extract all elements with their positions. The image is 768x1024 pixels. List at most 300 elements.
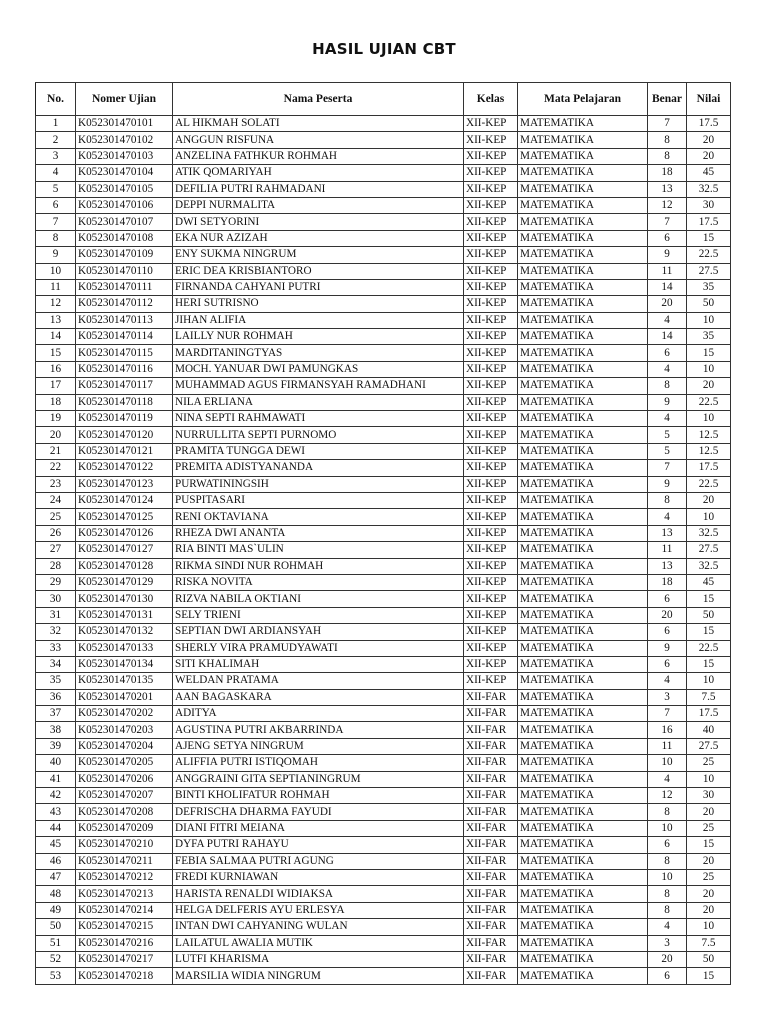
cell-nomer-ujian: K052301470209: [76, 820, 173, 836]
table-row: [36, 427, 731, 443]
table-row: [36, 869, 731, 885]
cell-no: 41: [36, 771, 76, 787]
cell-benar: 7: [648, 214, 687, 230]
table-row: [36, 968, 731, 984]
cell-no: 10: [36, 263, 76, 279]
cell-mata-pelajaran: MATEMATIKA: [518, 427, 648, 443]
cell-nilai: 20: [687, 492, 731, 508]
cell-nomer-ujian: K052301470116: [76, 361, 173, 377]
cell-kelas: XII-FAR: [464, 804, 518, 820]
cell-benar: 5: [648, 427, 687, 443]
cell-nomer-ujian: K052301470202: [76, 706, 173, 722]
cell-nilai: 50: [687, 296, 731, 312]
cell-kelas: XII-FAR: [464, 902, 518, 918]
cell-no: 43: [36, 804, 76, 820]
cell-nama-peserta: MOCH. YANUAR DWI PAMUNGKAS: [173, 361, 464, 377]
cell-nama-peserta: RENI OKTAVIANA: [173, 509, 464, 525]
cell-nilai: 32.5: [687, 558, 731, 574]
cell-nilai: 25: [687, 755, 731, 771]
cell-mata-pelajaran: MATEMATIKA: [518, 443, 648, 459]
header-no: No.: [36, 83, 76, 116]
table-row: [36, 492, 731, 508]
cell-mata-pelajaran: MATEMATIKA: [518, 968, 648, 984]
cell-mata-pelajaran: MATEMATIKA: [518, 411, 648, 427]
cell-mata-pelajaran: MATEMATIKA: [518, 181, 648, 197]
cell-mata-pelajaran: MATEMATIKA: [518, 247, 648, 263]
table-row: [36, 197, 731, 213]
cell-nama-peserta: MARSILIA WIDIA NINGRUM: [173, 968, 464, 984]
cell-nomer-ujian: K052301470111: [76, 279, 173, 295]
cell-no: 5: [36, 181, 76, 197]
table-row: [36, 771, 731, 787]
cell-no: 6: [36, 197, 76, 213]
table-row: [36, 804, 731, 820]
cell-no: 31: [36, 607, 76, 623]
cell-no: 44: [36, 820, 76, 836]
table-row: [36, 279, 731, 295]
cell-nama-peserta: MARDITANINGTYAS: [173, 345, 464, 361]
table-row: [36, 394, 731, 410]
cell-nomer-ujian: K052301470124: [76, 492, 173, 508]
cell-mata-pelajaran: MATEMATIKA: [518, 837, 648, 853]
cell-benar: 7: [648, 706, 687, 722]
cell-nama-peserta: LAILLY NUR ROHMAH: [173, 329, 464, 345]
cell-nomer-ujian: K052301470123: [76, 476, 173, 492]
cell-no: 49: [36, 902, 76, 918]
table-row: [36, 853, 731, 869]
header-kelas: Kelas: [464, 83, 518, 116]
table-row: [36, 558, 731, 574]
cell-benar: 10: [648, 820, 687, 836]
cell-mata-pelajaran: MATEMATIKA: [518, 755, 648, 771]
cell-nilai: 10: [687, 411, 731, 427]
cell-benar: 20: [648, 951, 687, 967]
cell-nilai: 15: [687, 837, 731, 853]
cell-nilai: 17.5: [687, 706, 731, 722]
cell-nama-peserta: DEFRISCHA DHARMA FAYUDI: [173, 804, 464, 820]
cell-no: 1: [36, 116, 76, 132]
cell-kelas: XII-KEP: [464, 329, 518, 345]
table-row: [36, 738, 731, 754]
cell-benar: 12: [648, 197, 687, 213]
cell-nilai: 17.5: [687, 214, 731, 230]
table-row: [36, 345, 731, 361]
cell-nomer-ujian: K052301470120: [76, 427, 173, 443]
table-row: [36, 837, 731, 853]
table-row: [36, 509, 731, 525]
cell-nilai: 10: [687, 673, 731, 689]
cell-no: 23: [36, 476, 76, 492]
cell-benar: 5: [648, 443, 687, 459]
cell-kelas: XII-KEP: [464, 230, 518, 246]
cell-nomer-ujian: K052301470121: [76, 443, 173, 459]
cell-kelas: XII-KEP: [464, 443, 518, 459]
cell-nilai: 32.5: [687, 181, 731, 197]
table-row: [36, 378, 731, 394]
cell-benar: 10: [648, 869, 687, 885]
cell-nomer-ujian: K052301470118: [76, 394, 173, 410]
cell-benar: 18: [648, 574, 687, 590]
cell-kelas: XII-FAR: [464, 738, 518, 754]
table-row: [36, 820, 731, 836]
cell-benar: 18: [648, 165, 687, 181]
cell-nama-peserta: FIRNANDA CAHYANI PUTRI: [173, 279, 464, 295]
cell-nama-peserta: ENY SUKMA NINGRUM: [173, 247, 464, 263]
table-row: [36, 755, 731, 771]
cell-kelas: XII-KEP: [464, 558, 518, 574]
cell-no: 33: [36, 640, 76, 656]
cell-mata-pelajaran: MATEMATIKA: [518, 230, 648, 246]
cell-kelas: XII-KEP: [464, 656, 518, 672]
cell-nomer-ujian: K052301470204: [76, 738, 173, 754]
cell-nilai: 30: [687, 788, 731, 804]
cell-nomer-ujian: K052301470114: [76, 329, 173, 345]
cell-nilai: 30: [687, 197, 731, 213]
cell-mata-pelajaran: MATEMATIKA: [518, 460, 648, 476]
cell-kelas: XII-KEP: [464, 165, 518, 181]
cell-kelas: XII-FAR: [464, 837, 518, 853]
cell-no: 40: [36, 755, 76, 771]
cell-kelas: XII-KEP: [464, 132, 518, 148]
cell-kelas: XII-FAR: [464, 886, 518, 902]
cell-mata-pelajaran: MATEMATIKA: [518, 361, 648, 377]
cell-no: 53: [36, 968, 76, 984]
cell-benar: 6: [648, 624, 687, 640]
cell-benar: 10: [648, 755, 687, 771]
cell-kelas: XII-KEP: [464, 542, 518, 558]
cell-kelas: XII-FAR: [464, 771, 518, 787]
cell-nama-peserta: PURWATININGSIH: [173, 476, 464, 492]
cell-benar: 4: [648, 673, 687, 689]
cell-no: 8: [36, 230, 76, 246]
table-row: [36, 132, 731, 148]
table-row: [36, 574, 731, 590]
cell-mata-pelajaran: MATEMATIKA: [518, 476, 648, 492]
cell-kelas: XII-KEP: [464, 411, 518, 427]
cell-nama-peserta: DEFILIA PUTRI RAHMADANI: [173, 181, 464, 197]
cell-kelas: XII-KEP: [464, 476, 518, 492]
cell-mata-pelajaran: MATEMATIKA: [518, 869, 648, 885]
cell-kelas: XII-KEP: [464, 427, 518, 443]
cell-nomer-ujian: K052301470101: [76, 116, 173, 132]
cell-nomer-ujian: K052301470129: [76, 574, 173, 590]
cell-nilai: 20: [687, 886, 731, 902]
cell-kelas: XII-KEP: [464, 345, 518, 361]
cell-kelas: XII-KEP: [464, 361, 518, 377]
cell-kelas: XII-KEP: [464, 591, 518, 607]
cell-mata-pelajaran: MATEMATIKA: [518, 574, 648, 590]
cell-nama-peserta: FREDI KURNIAWAN: [173, 869, 464, 885]
cell-nilai: 15: [687, 656, 731, 672]
cell-benar: 4: [648, 411, 687, 427]
table-row: [36, 476, 731, 492]
cell-benar: 6: [648, 656, 687, 672]
cell-no: 9: [36, 247, 76, 263]
cell-nilai: 20: [687, 378, 731, 394]
cell-nilai: 10: [687, 919, 731, 935]
cell-nama-peserta: RHEZA DWI ANANTA: [173, 525, 464, 541]
cell-no: 11: [36, 279, 76, 295]
cell-mata-pelajaran: MATEMATIKA: [518, 591, 648, 607]
cell-kelas: XII-KEP: [464, 640, 518, 656]
table-row: [36, 542, 731, 558]
cell-kelas: XII-KEP: [464, 312, 518, 328]
cell-mata-pelajaran: MATEMATIKA: [518, 509, 648, 525]
cell-no: 42: [36, 788, 76, 804]
cell-no: 3: [36, 148, 76, 164]
table-row: [36, 624, 731, 640]
cell-no: 26: [36, 525, 76, 541]
cell-benar: 6: [648, 345, 687, 361]
cell-benar: 14: [648, 329, 687, 345]
cell-nomer-ujian: K052301470117: [76, 378, 173, 394]
cell-nomer-ujian: K052301470112: [76, 296, 173, 312]
table-row: [36, 443, 731, 459]
cell-nomer-ujian: K052301470130: [76, 591, 173, 607]
page-title: HASIL UJIAN CBT: [312, 40, 456, 58]
cell-kelas: XII-KEP: [464, 279, 518, 295]
cell-nilai: 10: [687, 361, 731, 377]
table-row: [36, 214, 731, 230]
cell-mata-pelajaran: MATEMATIKA: [518, 689, 648, 705]
cell-kelas: XII-FAR: [464, 722, 518, 738]
cell-nama-peserta: SELY TRIENI: [173, 607, 464, 623]
table-row: [36, 722, 731, 738]
cell-benar: 13: [648, 525, 687, 541]
cell-nama-peserta: AAN BAGASKARA: [173, 689, 464, 705]
cell-benar: 11: [648, 542, 687, 558]
cell-nilai: 22.5: [687, 640, 731, 656]
cell-no: 38: [36, 722, 76, 738]
cell-benar: 8: [648, 886, 687, 902]
table-row: [36, 329, 731, 345]
cell-no: 46: [36, 853, 76, 869]
table-row: [36, 886, 731, 902]
cell-kelas: XII-KEP: [464, 607, 518, 623]
table-row: [36, 361, 731, 377]
cell-nama-peserta: HARISTA RENALDI WIDIAKSA: [173, 886, 464, 902]
cell-benar: 8: [648, 804, 687, 820]
cell-benar: 8: [648, 492, 687, 508]
cell-mata-pelajaran: MATEMATIKA: [518, 902, 648, 918]
cell-nama-peserta: PRAMITA TUNGGA DEWI: [173, 443, 464, 459]
cell-nomer-ujian: K052301470106: [76, 197, 173, 213]
cell-nilai: 45: [687, 165, 731, 181]
cell-mata-pelajaran: MATEMATIKA: [518, 640, 648, 656]
cell-kelas: XII-KEP: [464, 247, 518, 263]
cell-mata-pelajaran: MATEMATIKA: [518, 148, 648, 164]
cell-nilai: 17.5: [687, 460, 731, 476]
cell-benar: 20: [648, 296, 687, 312]
cell-benar: 11: [648, 263, 687, 279]
cell-benar: 9: [648, 640, 687, 656]
cell-nilai: 12.5: [687, 443, 731, 459]
cell-mata-pelajaran: MATEMATIKA: [518, 394, 648, 410]
cell-nomer-ujian: K052301470110: [76, 263, 173, 279]
cell-nama-peserta: RIA BINTI MAS`ULIN: [173, 542, 464, 558]
cell-mata-pelajaran: MATEMATIKA: [518, 738, 648, 754]
cell-no: 16: [36, 361, 76, 377]
cell-nama-peserta: SHERLY VIRA PRAMUDYAWATI: [173, 640, 464, 656]
cell-mata-pelajaran: MATEMATIKA: [518, 820, 648, 836]
cell-nomer-ujian: K052301470217: [76, 951, 173, 967]
cell-nomer-ujian: K052301470212: [76, 869, 173, 885]
cell-nama-peserta: SITI KHALIMAH: [173, 656, 464, 672]
cell-no: 21: [36, 443, 76, 459]
table-row: [36, 673, 731, 689]
cell-mata-pelajaran: MATEMATIKA: [518, 296, 648, 312]
table-row: [36, 411, 731, 427]
cell-mata-pelajaran: MATEMATIKA: [518, 558, 648, 574]
cell-nama-peserta: ANGGUN RISFUNA: [173, 132, 464, 148]
cell-mata-pelajaran: MATEMATIKA: [518, 722, 648, 738]
cell-nilai: 35: [687, 329, 731, 345]
cell-nilai: 25: [687, 869, 731, 885]
table-row: [36, 525, 731, 541]
cell-mata-pelajaran: MATEMATIKA: [518, 165, 648, 181]
cell-benar: 8: [648, 132, 687, 148]
cell-nama-peserta: AL HIKMAH SOLATI: [173, 116, 464, 132]
cell-mata-pelajaran: MATEMATIKA: [518, 492, 648, 508]
cell-nomer-ujian: K052301470135: [76, 673, 173, 689]
header-mata-pelajaran: Mata Pelajaran: [518, 83, 648, 116]
cell-no: 34: [36, 656, 76, 672]
table-header-row: [36, 83, 731, 116]
cell-no: 51: [36, 935, 76, 951]
cell-benar: 13: [648, 181, 687, 197]
cell-mata-pelajaran: MATEMATIKA: [518, 279, 648, 295]
cell-no: 24: [36, 492, 76, 508]
header-benar: Benar: [648, 83, 687, 116]
cell-nama-peserta: AJENG SETYA NINGRUM: [173, 738, 464, 754]
cell-nama-peserta: WELDAN PRATAMA: [173, 673, 464, 689]
cell-kelas: XII-KEP: [464, 525, 518, 541]
cell-no: 37: [36, 706, 76, 722]
cell-mata-pelajaran: MATEMATIKA: [518, 951, 648, 967]
cell-nilai: 20: [687, 853, 731, 869]
cell-nama-peserta: DIANI FITRI MEIANA: [173, 820, 464, 836]
cell-nomer-ujian: K052301470208: [76, 804, 173, 820]
header-nilai: Nilai: [687, 83, 731, 116]
cell-no: 12: [36, 296, 76, 312]
cell-benar: 9: [648, 394, 687, 410]
cell-nama-peserta: ERIC DEA KRISBIANTORO: [173, 263, 464, 279]
cell-nomer-ujian: K052301470214: [76, 902, 173, 918]
cell-kelas: XII-KEP: [464, 116, 518, 132]
cell-kelas: XII-KEP: [464, 197, 518, 213]
cell-nama-peserta: JIHAN ALIFIA: [173, 312, 464, 328]
cell-nomer-ujian: K052301470206: [76, 771, 173, 787]
cell-benar: 9: [648, 476, 687, 492]
cell-nilai: 27.5: [687, 542, 731, 558]
cell-no: 13: [36, 312, 76, 328]
cell-kelas: XII-FAR: [464, 968, 518, 984]
cell-nilai: 15: [687, 345, 731, 361]
cell-nama-peserta: SEPTIAN DWI ARDIANSYAH: [173, 624, 464, 640]
cell-no: 18: [36, 394, 76, 410]
cell-benar: 16: [648, 722, 687, 738]
cell-nilai: 22.5: [687, 247, 731, 263]
cell-nilai: 45: [687, 574, 731, 590]
cell-benar: 7: [648, 460, 687, 476]
cell-benar: 4: [648, 312, 687, 328]
cell-kelas: XII-KEP: [464, 624, 518, 640]
cell-nomer-ujian: K052301470216: [76, 935, 173, 951]
table-row: [36, 706, 731, 722]
table-row: [36, 165, 731, 181]
table-row: [36, 689, 731, 705]
table-row: [36, 116, 731, 132]
table-row: [36, 788, 731, 804]
table-row: [36, 902, 731, 918]
cell-mata-pelajaran: MATEMATIKA: [518, 329, 648, 345]
cell-benar: 6: [648, 968, 687, 984]
cell-kelas: XII-KEP: [464, 460, 518, 476]
cell-nilai: 20: [687, 132, 731, 148]
cell-mata-pelajaran: MATEMATIKA: [518, 804, 648, 820]
cell-nomer-ujian: K052301470122: [76, 460, 173, 476]
cell-kelas: XII-FAR: [464, 951, 518, 967]
cell-nomer-ujian: K052301470132: [76, 624, 173, 640]
cell-benar: 12: [648, 788, 687, 804]
cell-mata-pelajaran: MATEMATIKA: [518, 771, 648, 787]
cell-no: 15: [36, 345, 76, 361]
cell-mata-pelajaran: MATEMATIKA: [518, 886, 648, 902]
cell-benar: 8: [648, 378, 687, 394]
cell-nama-peserta: PUSPITASARI: [173, 492, 464, 508]
cell-no: 4: [36, 165, 76, 181]
cell-kelas: XII-FAR: [464, 788, 518, 804]
cell-nilai: 27.5: [687, 738, 731, 754]
cell-mata-pelajaran: MATEMATIKA: [518, 656, 648, 672]
cell-no: 29: [36, 574, 76, 590]
cell-nama-peserta: RISKA NOVITA: [173, 574, 464, 590]
cell-kelas: XII-KEP: [464, 492, 518, 508]
cell-benar: 4: [648, 509, 687, 525]
cell-nama-peserta: MUHAMMAD AGUS FIRMANSYAH RAMADHANI: [173, 378, 464, 394]
cell-nilai: 15: [687, 968, 731, 984]
cell-nomer-ujian: K052301470105: [76, 181, 173, 197]
cell-benar: 7: [648, 116, 687, 132]
cell-kelas: XII-KEP: [464, 509, 518, 525]
cell-no: 17: [36, 378, 76, 394]
cell-nilai: 20: [687, 902, 731, 918]
cell-nilai: 10: [687, 771, 731, 787]
cell-nomer-ujian: K052301470127: [76, 542, 173, 558]
cell-nomer-ujian: K052301470115: [76, 345, 173, 361]
table-row: [36, 296, 731, 312]
cell-nilai: 15: [687, 591, 731, 607]
cell-nama-peserta: ANGGRAINI GITA SEPTIANINGRUM: [173, 771, 464, 787]
cell-nama-peserta: LUTFI KHARISMA: [173, 951, 464, 967]
cell-nilai: 20: [687, 148, 731, 164]
cell-nilai: 7.5: [687, 689, 731, 705]
cell-no: 48: [36, 886, 76, 902]
cell-kelas: XII-KEP: [464, 296, 518, 312]
cell-no: 28: [36, 558, 76, 574]
cell-nama-peserta: DYFA PUTRI RAHAYU: [173, 837, 464, 853]
cell-mata-pelajaran: MATEMATIKA: [518, 542, 648, 558]
cell-nomer-ujian: K052301470203: [76, 722, 173, 738]
cell-nama-peserta: DWI SETYORINI: [173, 214, 464, 230]
cell-nama-peserta: ANZELINA FATHKUR ROHMAH: [173, 148, 464, 164]
cell-nama-peserta: EKA NUR AZIZAH: [173, 230, 464, 246]
table-row: [36, 951, 731, 967]
cell-mata-pelajaran: MATEMATIKA: [518, 263, 648, 279]
table-row: [36, 656, 731, 672]
cell-nilai: 10: [687, 312, 731, 328]
cell-no: 25: [36, 509, 76, 525]
